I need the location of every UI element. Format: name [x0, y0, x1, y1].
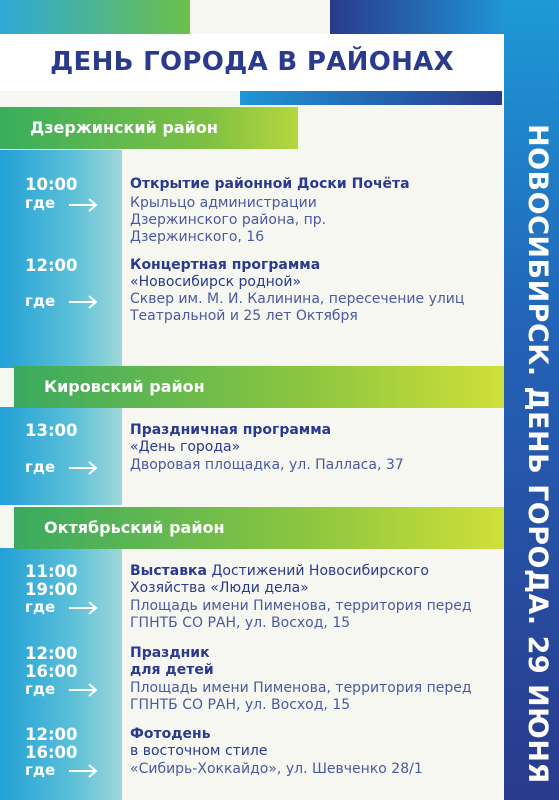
- where-label: где: [25, 598, 56, 616]
- event-title: Праздник: [130, 645, 210, 661]
- event-subtitle: «День города»: [130, 439, 241, 455]
- event-location: Площадь имени Пименова, территория перед ГПНТБ СО РАН, ул. Восход, 15: [130, 680, 472, 713]
- arrow-right-icon: [68, 295, 98, 309]
- event-title: [130, 563, 485, 597]
- event-title-rest: Достижений Новосибирского Хозяйства «Люди дела»: [130, 563, 429, 596]
- arrow-right-icon: [68, 683, 98, 697]
- decor-bar-blue: [330, 0, 508, 34]
- event-location: Сквер им. М. И. Калинина, пересечение улиц Театральной и 25 лет Октября: [130, 291, 465, 324]
- event-title: Фотодень: [130, 726, 211, 742]
- event-subtitle: для детей: [130, 662, 214, 678]
- event-time: 12:00: [25, 725, 78, 744]
- event-location: Дворовая площадка, ул. Палласа, 37: [130, 457, 404, 473]
- where-label: где: [25, 194, 56, 212]
- event-time: 10:00: [25, 175, 78, 194]
- where-label: где: [25, 458, 56, 476]
- event-time: 12:00: [25, 256, 78, 275]
- district-header-kirovsky: Кировский район: [14, 366, 504, 408]
- event-title: Праздничная программа: [130, 422, 332, 438]
- district-header-dzerzhinsky: Дзержинский район: [0, 107, 298, 149]
- district-header-oktyabrsky: Октябрьский район: [14, 507, 504, 549]
- event-time: 13:00: [25, 421, 78, 440]
- decor-bar-green: [0, 0, 190, 34]
- where-label: где: [25, 761, 56, 779]
- arrow-right-icon: [68, 601, 98, 615]
- where-label: где: [25, 680, 56, 698]
- event-title: Концертная программа: [130, 257, 321, 273]
- event-subtitle: «Новосибирск родной»: [130, 274, 302, 290]
- arrow-right-icon: [68, 198, 98, 212]
- event-time-end: 16:00: [25, 662, 78, 681]
- page-title: ДЕНЬ ГОРОДА В РАЙОНАХ: [0, 34, 504, 91]
- decor-bar-mid: [240, 91, 502, 105]
- arrow-right-icon: [68, 461, 98, 475]
- event-time: 11:00: [25, 562, 78, 581]
- event-time-end: 19:00: [25, 580, 78, 599]
- event-location: Крыльцо администрации Дзержинского района, пр. Дзержинского, 16: [130, 195, 327, 245]
- event-location: Площадь имени Пименова, территория перед ГПНТБ СО РАН, ул. Восход, 15: [130, 598, 472, 631]
- event-subtitle: в восточном стиле: [130, 743, 268, 759]
- event-title-bold: Выставка: [130, 563, 207, 579]
- where-label: где: [25, 292, 56, 310]
- event-title: Открытие районной Доски Почёта: [130, 176, 410, 192]
- side-title: НОВОСИБИРСК. ДЕНЬ ГОРОДА. 29 ИЮНЯ: [522, 124, 553, 784]
- event-time: 12:00: [25, 644, 78, 663]
- arrow-right-icon: [68, 764, 98, 778]
- event-location: «Сибирь-Хоккайдо», ул. Шевченко 28/1: [130, 761, 423, 777]
- event-time-end: 16:00: [25, 743, 78, 762]
